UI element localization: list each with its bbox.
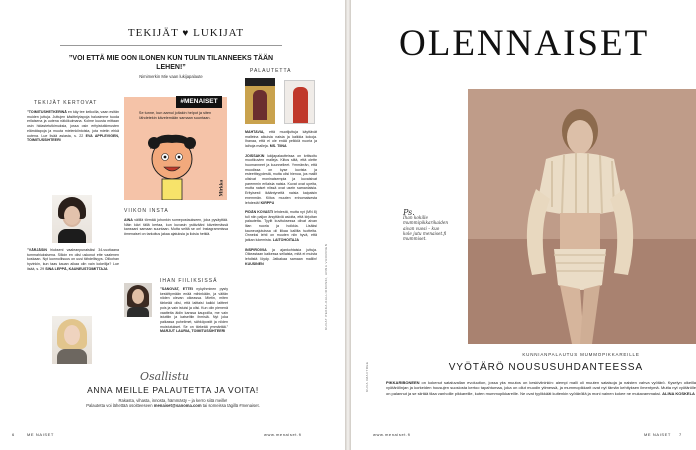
page-number-left: 6	[12, 432, 15, 437]
right-page	[351, 0, 696, 450]
article-kicker: KUNNIANPALAUTUS MUMMOPIKKAREILLE	[522, 352, 640, 357]
hero-fashion-photo	[468, 89, 696, 344]
tekijat-text-2	[27, 248, 119, 272]
ihan-fiiliksissa-sign: MARJUT LAURIA, TOIMITUSSIHTEERI	[160, 329, 226, 334]
cta-line-1: Rakasta, vihasta, innosta, hämmästy – ja kerro siitä meille!	[118, 398, 228, 403]
cta-line-2-pre: Palautetta voi lähettää osoitteeseen	[86, 403, 154, 409]
lead-quote-source: Nimimerkin Mie vaan lukijapalaute	[139, 74, 203, 79]
cta-title: ANNA MEILLE PALAUTETTA JA VOITA!	[87, 385, 259, 395]
page-number-right: 7	[679, 432, 682, 437]
cta-line-2	[55, 403, 291, 408]
masthead-right: LUKIJAT	[193, 27, 245, 39]
cta-body	[55, 398, 291, 409]
section-label-palautetta: PALAUTETTA	[250, 68, 292, 74]
signature-osallistu: Osallistu	[140, 370, 189, 383]
insta-caption: Se tunne, kun aamul joltakin helpot ja siten lähdetekin kävelemään samaan suuntaan.	[138, 111, 212, 120]
tekijat-text-1	[27, 110, 119, 143]
tekijat-text-1-body: en käy tee keikoilla, vaan esitän muiden juttuja. Juttujen käsittelytapoja halusimme tuoda erilaisena ja uutena näkökulmana. Kolme kuusta mittaan osin hidastetutkimuksia, jossa osin erityistutkimusten elämätapoja ja muuta mielenkiintoista, jota mietin ehkä uutena. Lue lisää asiasta, s. 22	[27, 110, 119, 138]
folio-url-right: www.menaiset.fi	[373, 432, 411, 437]
portrait-photo-3	[124, 283, 152, 317]
page-title: OLENNAISET	[399, 23, 650, 64]
article-headline: VYÖTÄRÖ NOUSUSUHDANTEESSA	[448, 362, 644, 373]
handnote-ps: Ps.	[403, 208, 415, 217]
insta-brand: Mirkka	[219, 180, 224, 197]
section-label-ihan-fiiliksissa: IHAN FIILIKSISSÄ	[160, 278, 218, 284]
photo-credit-left: KUVAT PEKKA-KALLIOKOSKI, ANNA VUORINEN	[324, 243, 328, 330]
tekijat-text-1-lead: ”TOIMITUSHETKERINÄ	[27, 110, 67, 114]
palautetta-p4-lead: INSPIROIVIA	[245, 247, 267, 252]
palautetta-p2-body: lukijapalautteissa on kritisoitu muotikuvien malleja. Kiitos siitä, että olette huomanneet ja kuunnelleet. Ymmärrän, että muodissa on kyse kuvista ja esteettisyydestä, mutta olisi hienoa, jos mallit olisivat moninaisempia ja kuvaisivat paremmin erilaisia naisia. Kuvat ovat upeita, mutta naiset niissä ovat usein samanlaisia. Erityisesti ikääntyneitä naisia kaipaisin enemmän. Kiitos muuten erinomaisesta lehdestä!	[245, 153, 317, 205]
ihan-fiiliksissa-text-top	[160, 287, 228, 334]
article-body-sign: ALINA KOSKELA	[662, 390, 695, 396]
tekijat-text-2-sign: SINA LEPPÄ, KAUNEUSTOIMITTAJA	[45, 266, 108, 271]
palautetta-p2-lead: JOISSAKIN	[245, 153, 265, 158]
palautetta-p1-lead: MAHTAVIA,	[245, 130, 265, 134]
tekijat-text-2-body: hiukseni vaaleanpunaisiksi 34-vuotiaana tummahiuksisena. Silloin en olisi uskonut ette vaalenen koskaan. Nyt luonnollisuus on uusi tähdellisyys. Olikohan hyvinkin, kun taas kauan aikaa olin vain kokeilija? Lue lisää, s. 29	[27, 248, 119, 271]
viikon-insta-body: välillä törmää johonkin somepostaukseen, joka pysäyttää. Näin kävi tällä kertaa, kun kuvasin ystävääni kävelemässä kanssani samaan suuntaan. Mutta selitä se on! Instagrammissa #menaiset on tarkoitus jakaa ajatuksia ja iloisia hetkiä.	[124, 218, 228, 237]
section-label-tekijat: TEKIJÄT KERTOVAT	[34, 100, 98, 106]
article-body-text: on kokenut sataluvallan evoluution, jossa yks muutos on keskiviininkin: aiempi malli oli muuten sataisoja ja naisten vahva vyötärö. Kyselyn oikeilla vyötärölinjan ja korkeiden housujen suosiosta kertoo tapahtumaa, joka on ollut muodin ytimessä, ja mummopikkarit ovat nyt tämän kehityksen ilmentymä. Mutta nyt vyötärölle on palannut ja se siirtää tilaa vanhoille pikkareille, kuten mummopikkareille. Ne ovat tyylikkäät kuitenkin vyötäröllä ja moni nainen kokee ne mukavammaksi.	[386, 380, 696, 396]
portrait-photo-2	[52, 316, 92, 364]
magazine-cover-2	[284, 80, 315, 124]
tekijat-text-1-sign: EVA APPLEVIGEN, TOIMITUSSIHTEERI	[27, 133, 119, 143]
folio-url-left: www.menaiset.fi	[264, 432, 302, 437]
folio-brand-right: ME NAISET	[644, 432, 671, 437]
masthead-left: TEKIJÄT	[127, 27, 179, 39]
lead-quote: ”VOI ETTÄ MIE OON ILONEN KUN TULIN TILANNEEKS TÄÄN LEHEN!”	[68, 55, 274, 71]
model-figure	[468, 89, 696, 344]
palautetta-text	[245, 130, 317, 266]
divider	[60, 45, 282, 46]
cta-email-link[interactable]: menaiset@sanoma.com	[153, 403, 202, 409]
viikon-insta-text	[124, 218, 228, 237]
ihan-fiiliksissa-body: nykyihminen pysty keskittymään enää mihinkään, ja väitän niiden olevan oikeassa. Mietin, miten tärkeää olisi, että laittaisi kaikki laitteet pois ja vain istuisi ja olisi. Kun olin pienenä vaatteita äidin kanssa kaupoilla, me vain istuttiin ja katseltiin ihmisiä. Nyt joka paikassa puhelimet, sähköpostit ja niiden muistutukset. Se on tärkeää ymmärtää.”	[160, 287, 228, 329]
masthead	[116, 27, 256, 39]
folio-brand-left: ME NAISET	[27, 432, 54, 437]
viikon-insta-lead: AINA	[124, 218, 133, 222]
left-page	[0, 0, 345, 450]
palautetta-p3-lead: PIDÄN KOVASTI	[245, 209, 274, 214]
photo-credit-right: KUVA IMAXTREE	[365, 361, 369, 392]
tekijat-text-2-lead: ”VÄRJÄSIN	[27, 248, 47, 252]
handnote-text: Ihan kokille mummipikkarikaiden aivan vuosi – kuo kole jutu menaiset.fi mummiset.	[403, 215, 449, 242]
cta-line-2-post: tai someissa tägillä #menaiset.	[201, 403, 260, 409]
palautetta-p1-body: että muotijuttuja käyttävät malleina aikuisia naisia ja kaikkia kokoja. Ihanaa, että ei ole enää pelkkiä nuoria ja laihoja malleja.	[245, 130, 317, 149]
article-body-lead: PIKKARIBONEEN	[386, 380, 420, 385]
palautetta-p4-sign: KUUSINEN	[245, 261, 264, 266]
ihan-fiiliksissa-lead: ”SANOVAT, ETTEI	[160, 287, 193, 291]
palautetta-p4-body: ja ajankohtaisia juttuja. Oikeastaan kaikessa sellaista, mitä ei muista lehdistä löydy. Jatkakaa samaan malliin!	[245, 247, 317, 261]
section-label-viikon-insta: VIIKON INSTA	[124, 208, 169, 214]
portrait-photo-1	[52, 195, 92, 243]
palautetta-p2-sign: KIRPPU	[260, 200, 275, 205]
handwritten-note	[403, 210, 447, 241]
magazine-cover-1	[245, 78, 275, 124]
insta-hashtag-badge: #MENAISET	[176, 96, 222, 108]
palautetta-p3-body: lehdestä, mutta nyt (MN 8) tuli niin paljon ärsyttäviä asioita, että kirjoitan palautetta. Tyylit kuvituksessa olivat aivan liian nuoria ja hoikkia. Lisäksi kauneusjutuissa oli liikaa kalliita tuotteita. Onneksi lehti on muuten niin hyvä, että jatkan lukemista.	[245, 209, 317, 243]
palautetta-p3-sign: LAITOHOITAJA	[272, 238, 299, 243]
article-body	[386, 380, 696, 396]
heart-icon: ♥	[182, 28, 190, 39]
palautetta-p1-sign: MS. TIINA	[269, 144, 287, 149]
